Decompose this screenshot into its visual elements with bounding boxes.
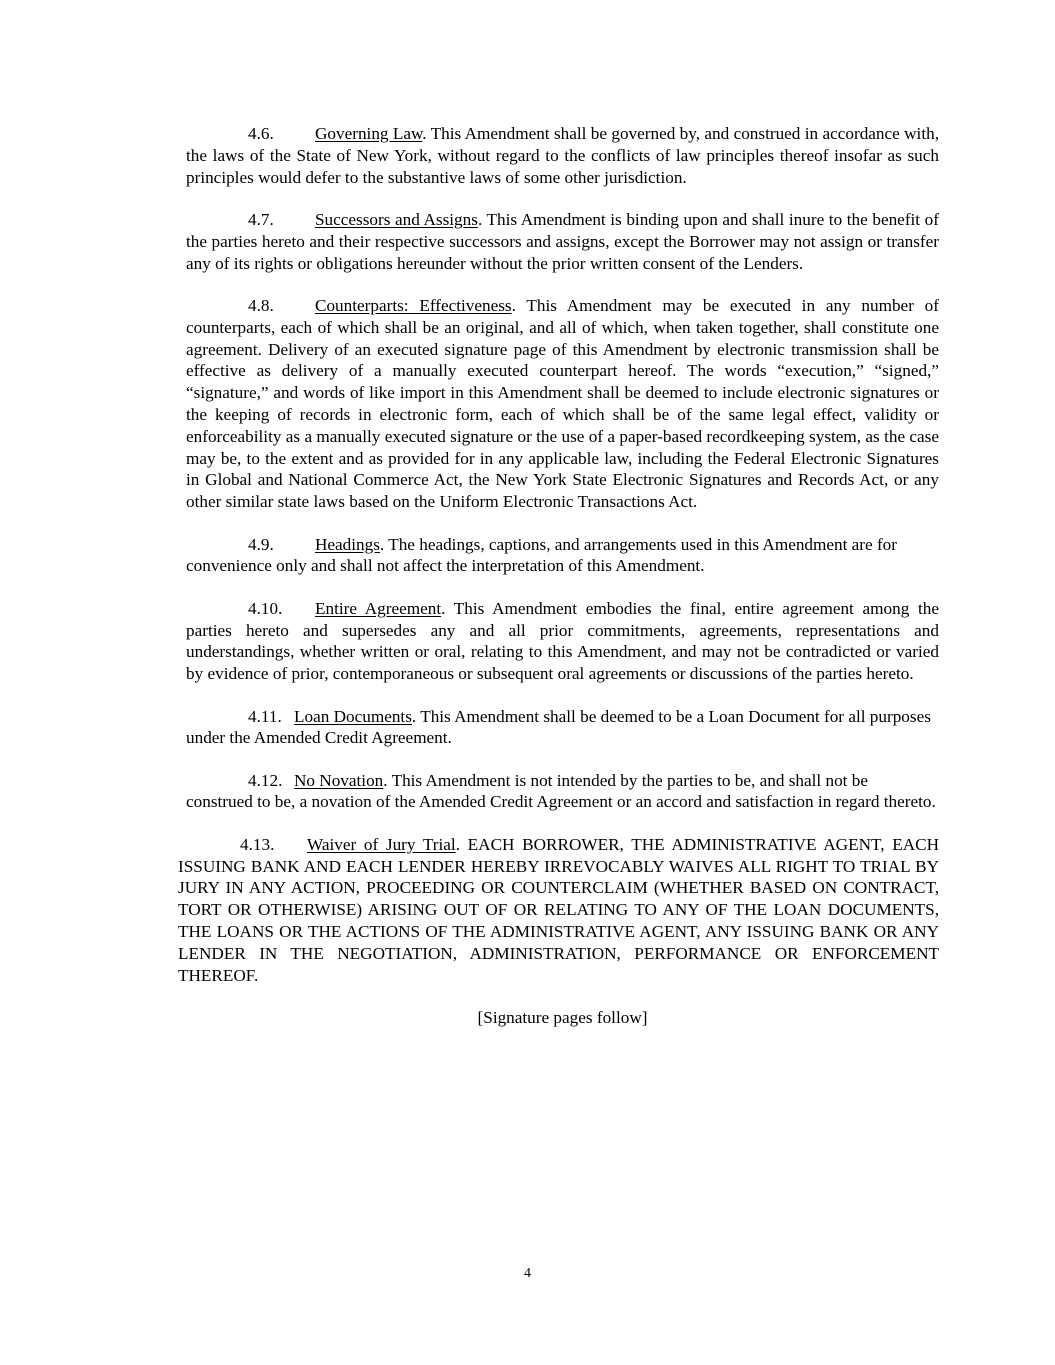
section-4-6 xyxy=(186,123,939,188)
section-number: 4.13. xyxy=(240,834,275,854)
section-text: . The headings, captions, and arrangements used in this Amendment are for convenience only and shall not affect the interpretation of this Amendment. xyxy=(186,534,897,576)
section-heading: Entire Agreement xyxy=(315,598,442,618)
section-number: 4.10. xyxy=(248,598,283,618)
section-number: 4.7. xyxy=(248,209,274,229)
section-text: . This Amendment may be executed in any number of counterparts, each of which shall be an original, and all of which, when taken together, shall constitute one agreement. Delivery of an executed signature page of this Amendment by electronic transmission shall be effective as delivery of a manually executed counterpart hereof. The words “execution,” “signed,” “signature,” and words of like import in this Amendment shall be deemed to include electronic signatures or the keeping of records in electronic form, each of which shall be of the same legal effect, validity or enforceability as a manually executed signature or the use of a paper-based recordkeeping system, as the case may be, to the extent and as provided for in any applicable law, including the Federal Electronic Signatures in Global and National Commerce Act, the New York State Electronic Signatures and Records Act, or any other similar state laws based on the Uniform Electronic Transactions Act. xyxy=(186,295,940,512)
section-text: . This Amendment is binding upon and shall inure to the benefit of the parties hereto and their respective successors and assigns, except the Borrower may not assign or transfer any of its rights or obligations hereunder without the prior written consent of the Lenders. xyxy=(186,209,940,273)
section-heading: Loan Documents xyxy=(294,706,412,726)
section-text: . This Amendment embodies the final, entire agreement among the parties hereto and supersedes any and all prior commitments, agreements, representations and understandings, whether written or oral, relating to this Amendment, and may not be contradicted or varied by evidence of prior, contemporaneous or subsequent oral agreements or discussions of the parties hereto. xyxy=(186,598,939,684)
section-heading: Headings xyxy=(315,534,380,554)
section-text: . This Amendment is not intended by the parties to be, and shall not be construed to be, a novation of the Amended Credit Agreement or an accord and satisfaction in regard thereto. xyxy=(186,770,936,812)
section-4-12 xyxy=(186,770,939,814)
section-4-7 xyxy=(186,209,939,274)
section-4-10 xyxy=(186,598,939,685)
section-4-8 xyxy=(186,295,939,513)
section-number: 4.9. xyxy=(248,534,274,554)
section-4-9 xyxy=(186,534,939,578)
section-number: 4.6. xyxy=(248,124,274,143)
section-text: . EACH BORROWER, THE ADMINISTRATIVE AGENT, EACH ISSUING BANK AND EACH LENDER HEREBY IRREVOCABLY WAIVES ALL RIGHT TO TRIAL BY JURY IN ANY ACTION, PROCEEDING OR COUNTERCLAIM (WHETHER BASED ON CONTRACT, TORT OR OTHERWISE) ARISING OUT OF OR RELATING TO ANY OF THE LOAN DOCUMENTS, THE LOANS OR THE ACTIONS OF THE ADMINISTRATIVE AGENT, ANY ISSUING BANK OR ANY LENDER IN THE NEGOTIATION, ADMINISTRATION, PERFORMANCE OR ENFORCEMENT THEREOF. xyxy=(178,834,939,985)
section-number: 4.8. xyxy=(248,295,274,315)
section-number: 4.11. xyxy=(248,706,282,726)
section-heading: Successors and Assigns xyxy=(315,209,478,229)
section-heading: No Novation xyxy=(294,770,384,790)
section-heading: Waiver of Jury Trial xyxy=(307,834,456,854)
section-4-11 xyxy=(186,706,939,750)
page-number: 4 xyxy=(524,1266,531,1281)
section-text: . This Amendment shall be deemed to be a Loan Document for all purposes under the Amended Credit Agreement. xyxy=(186,706,931,748)
document-body xyxy=(178,123,940,1029)
section-number: 4.12. xyxy=(248,770,283,790)
section-text: . This Amendment shall be governed by, and construed in accordance with, the laws of the State of New York, without regard to the conflicts of law principles thereof insofar as such principles would defer to the substantive laws of some other jurisdiction. xyxy=(186,124,939,187)
section-4-13 xyxy=(178,834,939,987)
signature-pages-note: [Signature pages follow] xyxy=(477,1008,648,1028)
section-heading: Governing Law xyxy=(315,124,423,143)
section-heading: Counterparts: Effectiveness xyxy=(315,295,512,315)
